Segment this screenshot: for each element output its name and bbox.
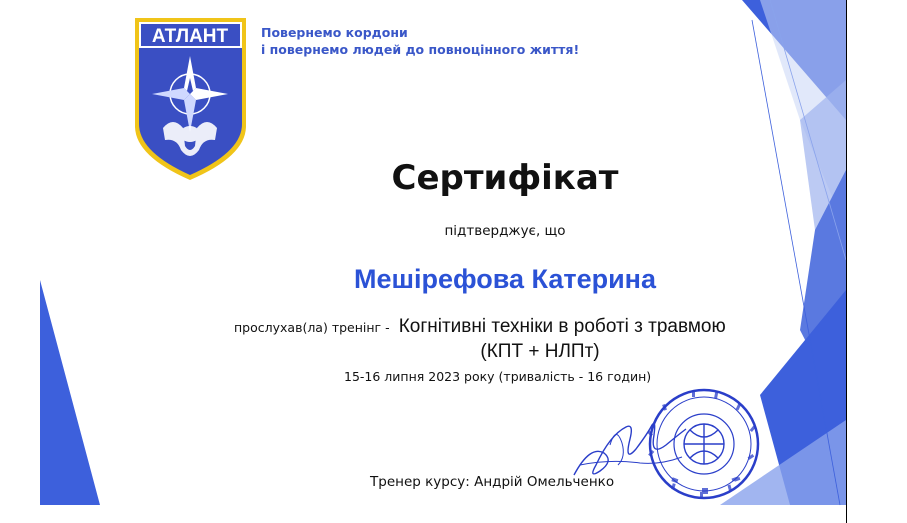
handwritten-signature-icon — [570, 405, 690, 485]
recipient-name: Мешірефова Катерина — [353, 264, 657, 294]
slogan-line-1: Повернемо кордони — [261, 25, 408, 40]
atlant-shield-logo-icon — [133, 16, 248, 182]
left-blue-triangle — [40, 280, 100, 505]
course-title-part1: Когнітивні техніки в роботі з травмою — [398, 316, 726, 337]
logo-text: АТЛАНТ — [151, 26, 229, 47]
slogan-line-2: і повернемо людей до повноцінного життя! — [261, 42, 580, 57]
right-edge-rule — [846, 0, 847, 523]
trainer-line: Тренер курсу: Андрій Омельченко — [370, 474, 615, 490]
certificate-title: Сертифікат — [391, 158, 619, 198]
listened-label: прослухав(ла) тренінг - — [234, 320, 390, 335]
course-line — [234, 316, 726, 338]
slogan — [261, 24, 579, 58]
course-title-part2: (КПТ + НЛПт) — [480, 341, 600, 362]
confirms-text: підтверджує, що — [444, 223, 566, 239]
course-dates: 15-16 липня 2023 року (тривалість - 16 годин) — [344, 369, 652, 384]
